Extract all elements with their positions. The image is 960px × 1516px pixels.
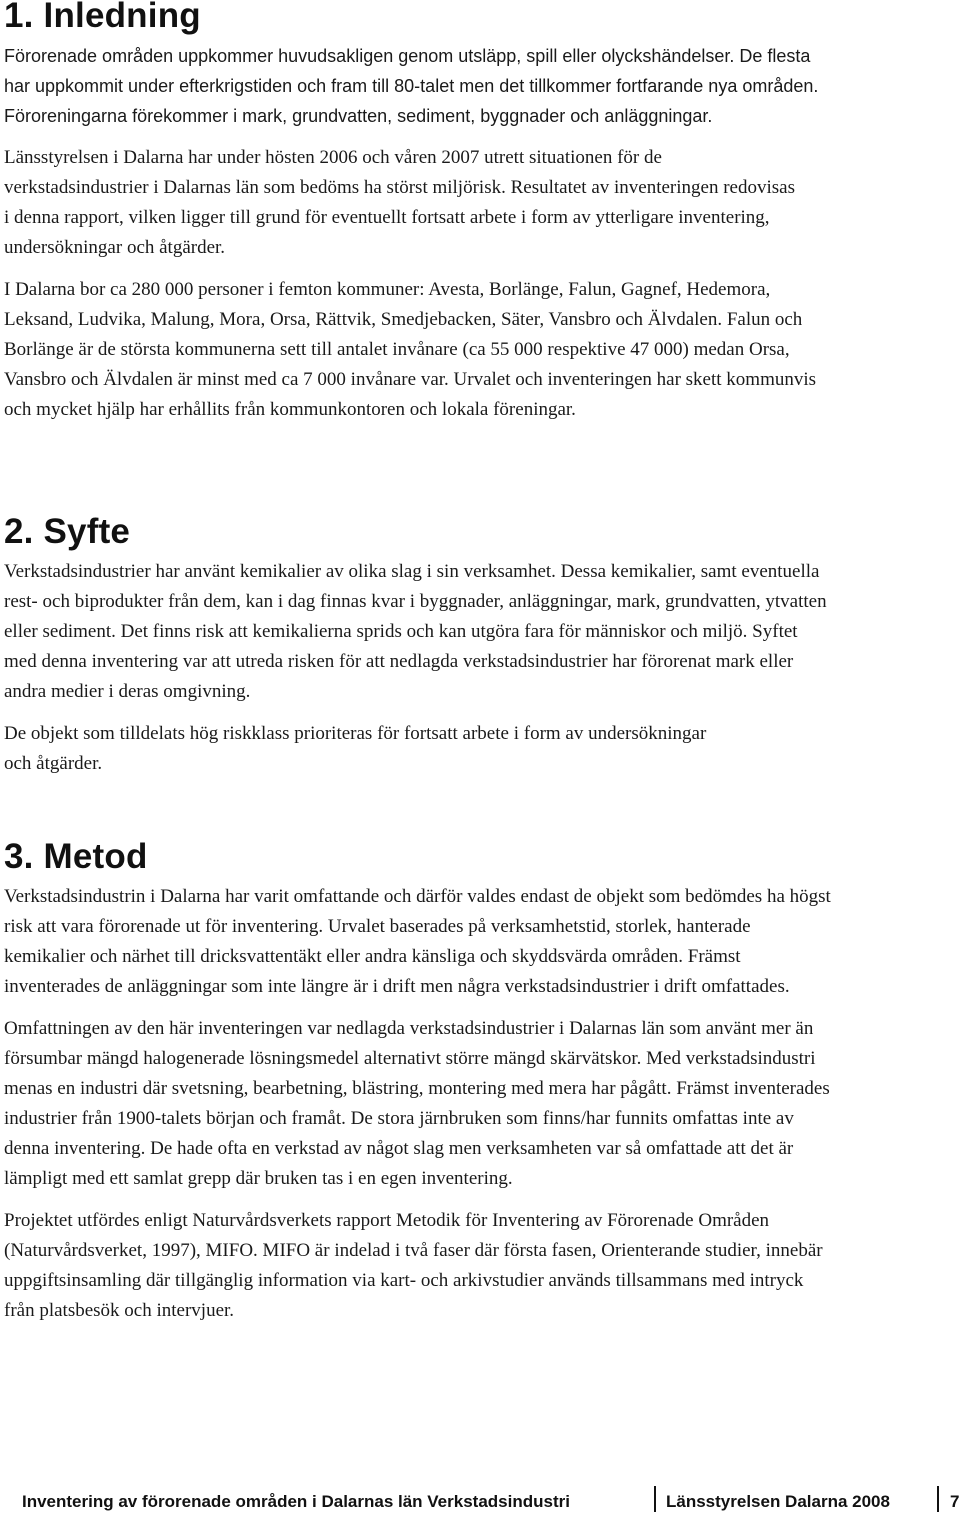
paragraph: Omfattningen av den här inventeringen var nedlagda verkstadsindustrier i Dalarnas län som använt mer än försumbar mängd halogenerade lösningsmedel alternativt större mängd skärvätskor. Med verkstadsindustri menas en industri där svetsning, bearbetning, blästring, montering med mera har pågått. Främst inventerades industrier från 1900-talets början och framåt. De stora järnbruken som finns/har funnits omfattas inte av denna inventering. De hade ofta en verkstad av något slag men verksamheten var så omfattade att det är lämpligt med ett samlat grepp där bruken tas i en egen inventering.	[4, 1018, 830, 1189]
paragraph: De objekt som tilldelats hög riskklass prioriteras för fortsatt arbete i form av undersökningar och åtgärder.	[4, 723, 707, 774]
footer-report-title: Inventering av förorenade områden i Dalarnas län Verkstadsindustri	[22, 1492, 570, 1511]
paragraph: Förorenade områden uppkommer huvudsakligen genom utsläpp, spill eller olyckshändelser. De flesta har uppkommit under efterkrigstiden och fram till 80-talet men det tillkommer fortfarande nya områden. Föroreningarna förekommer i mark, grundvatten, sediment, byggnader och anläggningar.	[4, 46, 819, 126]
section-heading: 3. Metod	[4, 837, 148, 876]
section-heading: 1. Inledning	[4, 0, 201, 35]
page-number: 7	[950, 1492, 960, 1511]
paragraph: Verkstadsindustrier har använt kemikalier av olika slag i sin verksamhet. Dessa kemikalier, samt eventuella rest- och biprodukter från dem, kan i dag finnas kvar i byggnader, anläggningar, mark, grundvatten, ytvatten eller sediment. Det finns risk att kemikalierna sprids och kan utgöra fara för människor och miljö. Syftet med denna inventering var att utreda risken för att nedlagda verkstadsindustrier har förorenat mark eller andra medier i deras omgivning.	[4, 561, 827, 702]
footer-publisher: Länsstyrelsen Dalarna 2008	[666, 1492, 890, 1511]
section-syfte	[4, 514, 954, 779]
page-footer	[0, 1486, 960, 1516]
section-heading: 2. Syfte	[4, 512, 131, 551]
section-inledning	[4, 0, 954, 425]
section-metod	[4, 839, 954, 1326]
footer-divider	[654, 1486, 656, 1512]
footer-divider	[937, 1486, 939, 1512]
paragraph: I Dalarna bor ca 280 000 personer i femton kommuner: Avesta, Borlänge, Falun, Gagnef, Hedemora, Leksand, Ludvika, Malung, Mora, Orsa, Rättvik, Smedjebacken, Säter, Vansbro och Älvdalen. Falun och Borlänge är de största kommunerna sett till antalet invånare (ca 55 000 respektive 47 000) medan Orsa, Vansbro och Älvdalen är minst med ca 7 000 invånare var. Urvalet och inventeringen har skett kommunvis och mycket hjälp har erhållits från kommunkontoren och lokala föreningar.	[4, 279, 817, 420]
paragraph: Länsstyrelsen i Dalarna har under hösten 2006 och våren 2007 utrett situationen för de verkstadsindustrier i Dalarnas län som bedöms ha störst miljörisk. Resultatet av inventeringen redovisas i denna rapport, vilken ligger till grund för eventuellt fortsatt arbete i form av ytterligare inventering, undersökningar och åtgärder.	[4, 147, 795, 258]
paragraph: Projektet utfördes enligt Naturvårdsverkets rapport Metodik för Inventering av Förorenade Områden (Naturvårdsverket, 1997), MIFO. MIFO är indelad i två faser där första fasen, Orienterande studier, innebär uppgiftsinsamling där tillgänglig information via kart- och arkivstudier används tillsammans med intryck från platsbesök och intervjuer.	[4, 1210, 823, 1321]
paragraph: Verkstadsindustrin i Dalarna har varit omfattande och därför valdes endast de objekt som bedömdes ha högst risk att vara förorenade ut för inventering. Urvalet baserades på verksamhetstid, storlek, hanterade kemikalier och närhet till dricksvattentäkt eller andra känsliga och skyddsvärda områden. Främst inventerades de anläggningar som inte längre är i drift men några verkstadsindustrier i drift omfattades.	[4, 886, 831, 997]
